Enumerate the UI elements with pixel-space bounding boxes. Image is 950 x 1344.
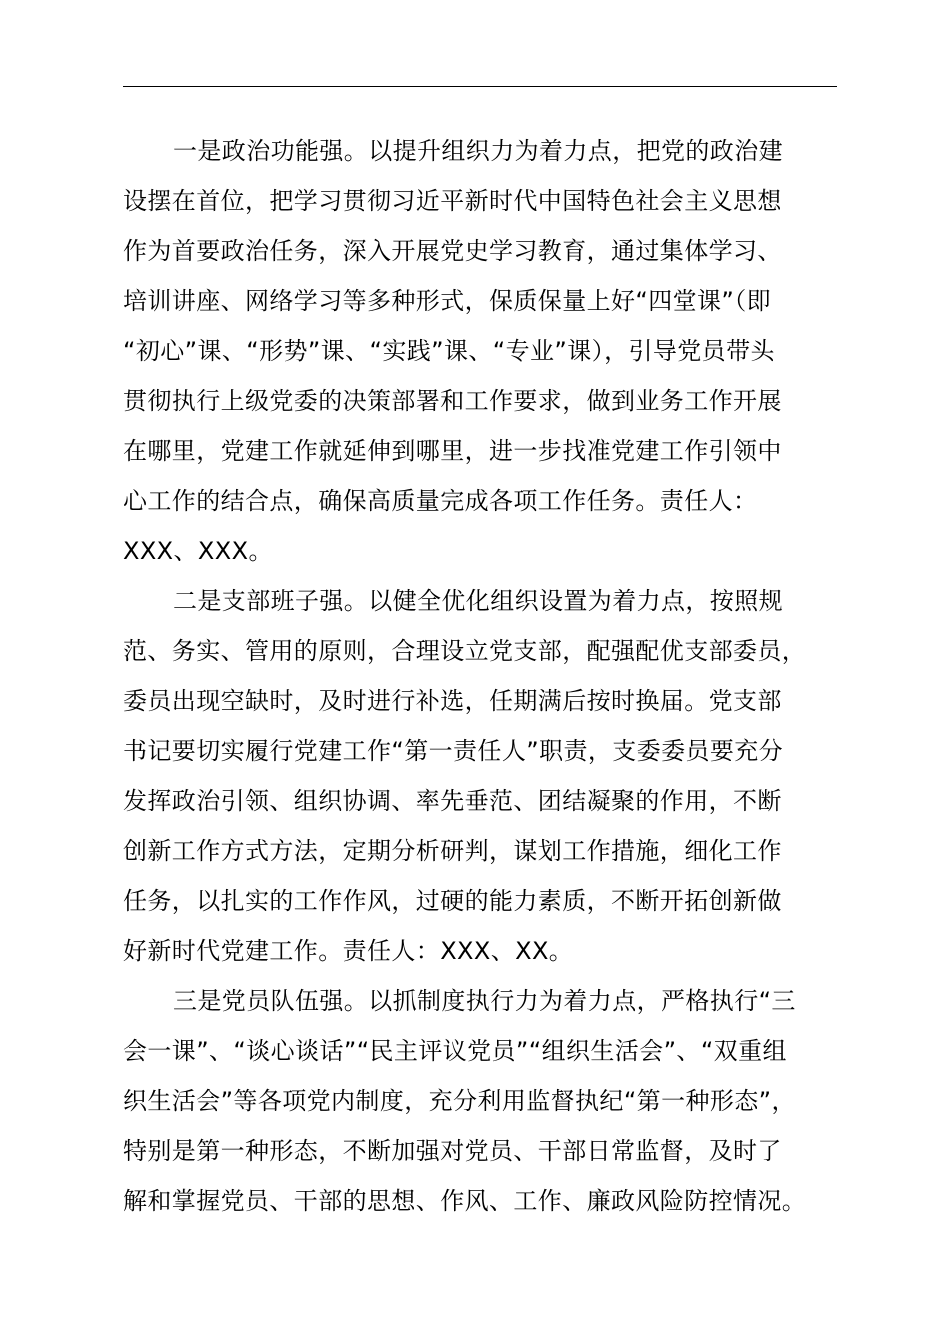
paragraph-3-line-1: 三是党员队伍强。以抓制度执行力为着力点，严格执行“三 [173,987,796,1015]
header-rule [123,86,837,87]
paragraph-2-line-3: 委员出现空缺时，及时进行补选，任期满后按时换届。党支部 [123,687,782,715]
paragraph-3-line-4: 特别是第一种形态，不断加强对党员、干部日常监督，及时了 [123,1137,782,1165]
paragraph-1-line-9: XXX、XXX。 [123,537,273,565]
paragraph-1-line-4: 培训讲座、网络学习等多种形式，保质保量上好“四堂课”（即 [123,287,772,315]
paragraph-2-line-5: 发挥政治引领、组织协调、率先垂范、团结凝聚的作用，不断 [123,787,782,815]
paragraph-2-line-4: 书记要切实履行党建工作“第一责任人”职责，支委委员要充分 [123,737,784,765]
paragraph-2-line-2: 范、务实、管用的原则，合理设立党支部，配强配优支部委员， [123,637,807,665]
paragraph-1-line-8: 心工作的结合点，确保高质量完成各项工作任务。责任人： [123,487,758,515]
paragraph-1-line-7: 在哪里，党建工作就延伸到哪里，进一步找准党建工作引领中 [123,437,782,465]
paragraph-1-line-1: 一是政治功能强。以提升组织力为着力点，把党的政治建 [173,137,783,165]
paragraph-1-line-5: “初心”课、“形势”课、“实践”课、“专业”课），引导党员带头 [123,337,775,365]
paragraph-2-line-8: 好新时代党建工作。责任人：XXX、XX。 [123,937,574,965]
paragraph-2-line-1: 二是支部班子强。以健全优化组织设置为着力点，按照规 [173,587,783,615]
paragraph-1-line-6: 贯彻执行上级党委的决策部署和工作要求，做到业务工作开展 [123,387,782,415]
paragraph-3-line-3: 织生活会”等各项党内制度，充分利用监督执纪“第一种形态”， [123,1087,796,1115]
paragraph-3-line-5: 解和掌握党员、干部的思想、作风、工作、廉政风险防控情况。 [123,1187,807,1215]
paragraph-2-line-6: 创新工作方式方法，定期分析研判，谋划工作措施，细化工作 [123,837,782,865]
paragraph-1-line-2: 设摆在首位，把学习贯彻习近平新时代中国特色社会主义思想 [123,187,782,215]
paragraph-2-line-7: 任务，以扎实的工作作风，过硬的能力素质，不断开拓创新做 [123,887,782,915]
paragraph-1-line-3: 作为首要政治任务，深入开展党史学习教育，通过集体学习、 [123,237,782,265]
paragraph-3-line-2: 会一课”、“谈心谈话”“民主评议党员”“组织生活会”、“双重组 [123,1037,787,1065]
